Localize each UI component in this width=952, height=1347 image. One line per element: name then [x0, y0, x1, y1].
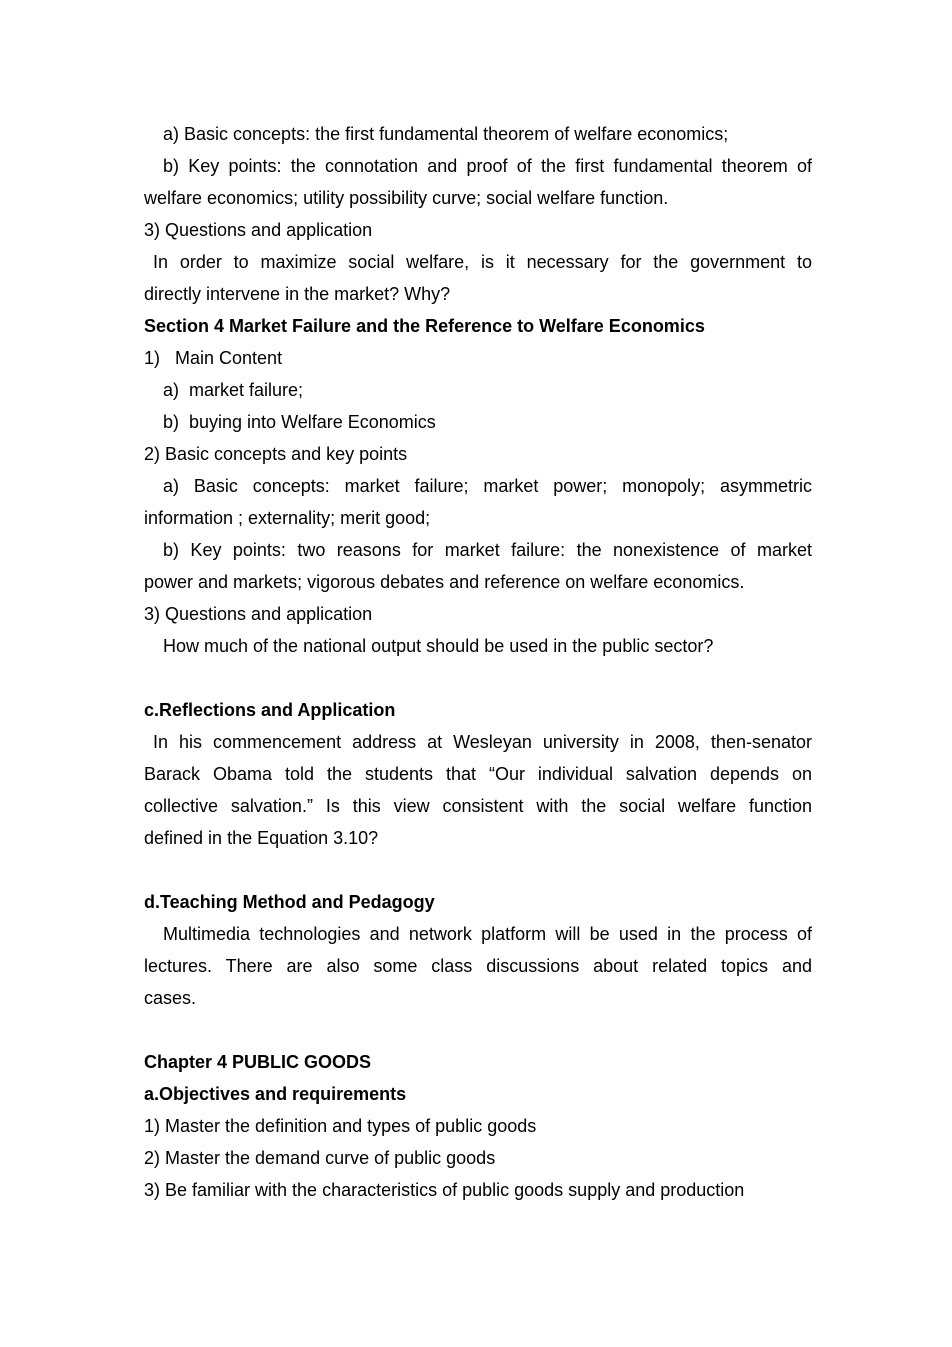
text-line: a) Basic concepts: market failure; market power; monopoly; asymmetric [163, 476, 812, 496]
text-line: How much of the national output should be used in the public sector? [163, 636, 714, 656]
text-line: collective salvation.” Is this view consistent with the social welfare function [144, 796, 812, 816]
section-heading: c.Reflections and Application [144, 700, 396, 720]
document-page [144, 118, 812, 1206]
text-line: power and markets; vigorous debates and reference on welfare economics. [144, 572, 745, 592]
text-line: a) Basic concepts: the first fundamental theorem of welfare economics; [163, 124, 729, 144]
list-item: b) buying into Welfare Economics [163, 412, 436, 432]
section-heading: d.Teaching Method and Pedagogy [144, 892, 435, 912]
list-item: a) market failure; [163, 380, 304, 400]
list-item: 3) Be familiar with the characteristics of public goods supply and production [144, 1180, 745, 1200]
section-heading: a.Objectives and requirements [144, 1084, 407, 1104]
text-line: In his commencement address at Wesleyan university in 2008, then-senator [153, 732, 812, 752]
list-heading: 1) Main Content [144, 348, 283, 368]
text-line: cases. [144, 988, 197, 1008]
list-heading: 3) Questions and application [144, 604, 373, 624]
chapter-heading: Chapter 4 PUBLIC GOODS [144, 1052, 372, 1072]
spacer [144, 662, 812, 694]
spacer [144, 1014, 812, 1046]
text-line: information ; externality; merit good; [144, 508, 431, 528]
spacer [144, 854, 812, 886]
text-line: Multimedia technologies and network platform will be used in the process of [163, 924, 812, 944]
text-line: lectures. There are also some class discussions about related topics and [144, 956, 812, 976]
list-heading: 2) Basic concepts and key points [144, 444, 408, 464]
text-line: Barack Obama told the students that “Our individual salvation depends on [144, 764, 812, 784]
section-heading: Section 4 Market Failure and the Reference to Welfare Economics [144, 316, 705, 336]
text-line: b) Key points: the connotation and proof of the first fundamental theorem of [163, 156, 812, 176]
text-line: defined in the Equation 3.10? [144, 828, 379, 848]
list-heading: 3) Questions and application [144, 220, 373, 240]
text-line: In order to maximize social welfare, is it necessary for the government to [153, 252, 812, 272]
text-line: b) Key points: two reasons for market failure: the nonexistence of market [163, 540, 812, 560]
list-item: 2) Master the demand curve of public goods [144, 1148, 496, 1168]
list-item: 1) Master the definition and types of public goods [144, 1116, 537, 1136]
text-line: welfare economics; utility possibility curve; social welfare function. [144, 188, 669, 208]
text-line: directly intervene in the market? Why? [144, 284, 451, 304]
